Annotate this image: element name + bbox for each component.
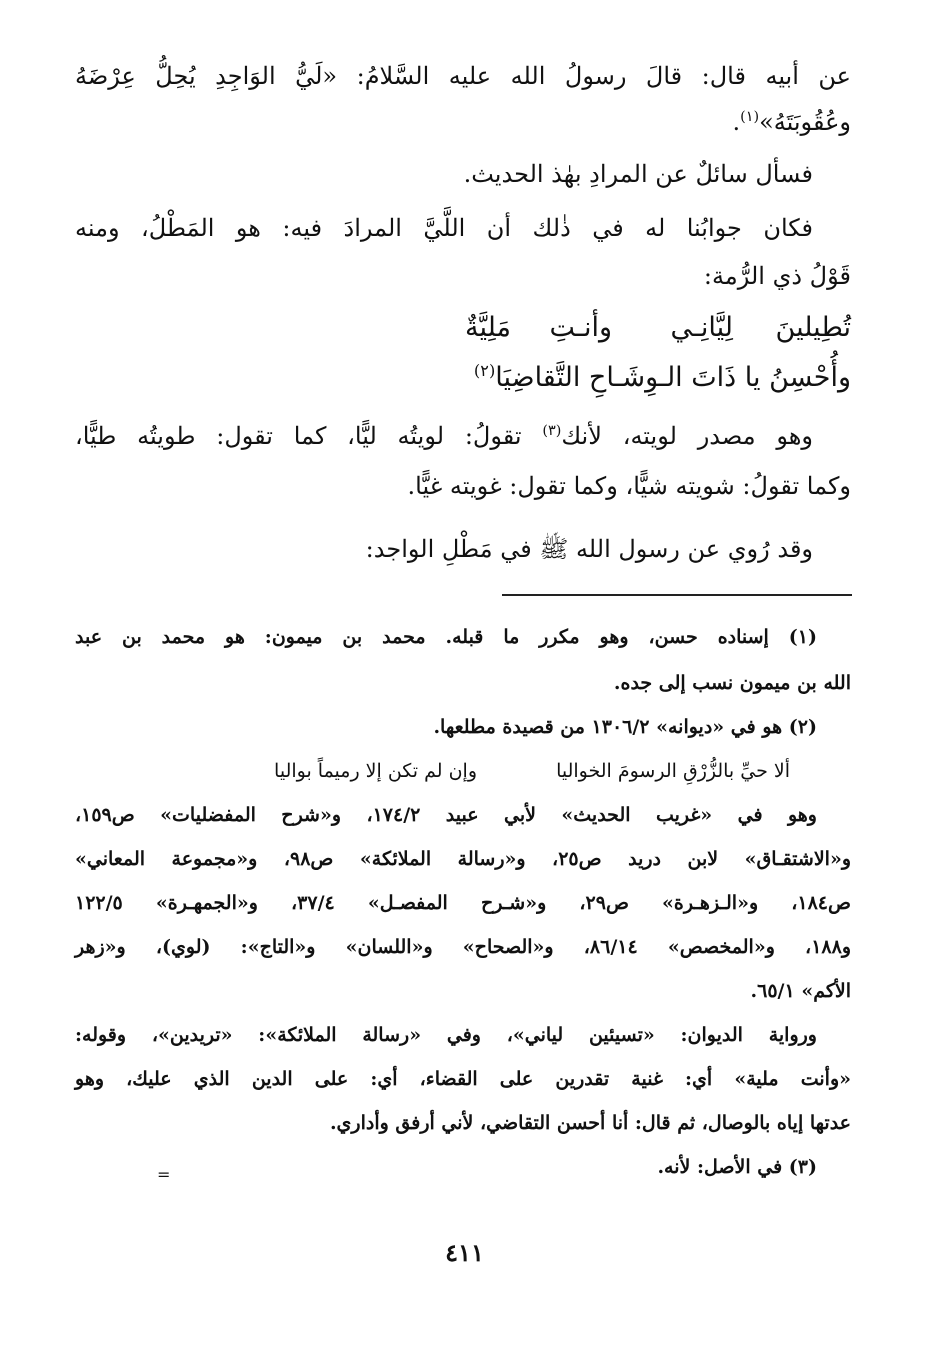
body-line-4: فكان جوابُنا له في ذٰلك أن اللَّيَّ المرادَ فيه: هو المَطْلُ، ومنه xyxy=(75,214,813,242)
footnote-2-line-1: (٢) هو في «ديوانه» ١٣٠٦/٢ من قصيدة مطلعها. xyxy=(433,716,817,738)
footnote-2-line-10: عدتها إياه بالوصال، ثم قال: أنا أحسن التقاضي، لأني أرفق وأداري. xyxy=(329,1112,851,1134)
footnote-2-verse-half-1: ألا حيِّ بالزُّرْقِ الرسومَ الخواليا xyxy=(556,760,790,782)
footnote-ref-2: (٢) xyxy=(473,361,496,380)
footnote-2-line-7: الأكم» ٦٥/١. xyxy=(750,980,851,1002)
footnote-2-line-9: «وأنت ملية» أي: غنية تقدرين على القضاء، أي: على الدين الذي عليك، وهو xyxy=(75,1068,851,1090)
verse-line-2: وأُحْسِنُ يا ذَاتَ الـوِشَـاحِ التَّقاضِيَا$^{(٢)}$ xyxy=(473,361,851,393)
footnote-2-line-3: وهو في «غريب الحديث» لأبي عبيد ١٧٤/٢، و«شرح المفضليات» ص١٥٩، xyxy=(75,804,817,826)
footnote-2-line-5: ص١٨٤، و«الـزهـرة» ص٢٩، و«شـرح المفصـل» ٣٧/٤، و«الجمهـرة» ١٢٢/٥ xyxy=(75,892,851,914)
verse-part-4: مَلِيَّةٌ xyxy=(464,312,511,343)
verse-part-3: وأنـتِ xyxy=(549,312,612,343)
body-line-3: فسأل سائلٌ عن المرادِ بهٰذ الحديث. xyxy=(463,160,813,188)
footnote-2-verse-half-2: وإن لم تكن إلا رميماً بواليا xyxy=(274,760,477,782)
footnote-3-line-1: (٣) في الأصل: لأنه. xyxy=(657,1156,817,1178)
body-line-7: وكما تقولُ: شويته شيًّا، وكما تقول: غويته غيًّا. xyxy=(407,472,851,500)
body-line-2: وعُقُوبَتَهُ»$^{(١)}$. xyxy=(732,108,851,136)
margin-mark: = xyxy=(157,1165,171,1184)
footnote-2-line-4: و«الاشتقـاق» لابن دريد ص٢٥، و«رسالة الملائكة» ص٩٨، و«مجموعة المعاني» xyxy=(75,848,852,870)
body-line-1: عن أبيه قال: قالَ رسولُ الله عليه السَّلامُ: «لَيُّ الوَاجِدِ يُحِلُّ عِرْضَهُ xyxy=(75,62,851,90)
footnote-2-line-8: ورواية الديوان: «تسيئين لياني»، وفي «رسالة الملائكة»: «تريدين»، وقوله: xyxy=(75,1024,817,1046)
verse-part-2: لِيَّانِـي xyxy=(670,312,733,343)
page-number: ٤١١ xyxy=(445,1238,484,1267)
footnote-1-line-1: (١) إسناده حسن، وهو مكرر ما قبله. محمد بن ميمون: هو محمد بن عبد xyxy=(75,626,817,648)
body-line-5: قَوْلُ ذي الرُّمة: xyxy=(703,262,851,290)
footnote-2-line-6: و١٨٨، و«المخصص» ٨٦/١٤، و«الصحاح» و«اللسان» و«التاج»: (لوي)، و«زهر xyxy=(75,936,851,958)
body-line-8: وقد رُوي عن رسول الله ﷺ في مَطْلِ الواجد: xyxy=(365,535,813,563)
footnote-separator xyxy=(502,594,852,596)
body-line-6: وهو مصدر لويته، لأنك$^{(٣)}$ تقولُ: لويتُه ليًّا، كما تقول: طويتُه طيًّا، xyxy=(75,422,813,450)
footnote-ref-1: (١) xyxy=(740,109,760,125)
verse-part-1: تُطِيلينَ xyxy=(775,312,851,343)
footnote-ref-3: (٣) xyxy=(542,423,562,439)
footnote-1-line-2: الله بن ميمون نسب إلى جده. xyxy=(613,672,851,694)
